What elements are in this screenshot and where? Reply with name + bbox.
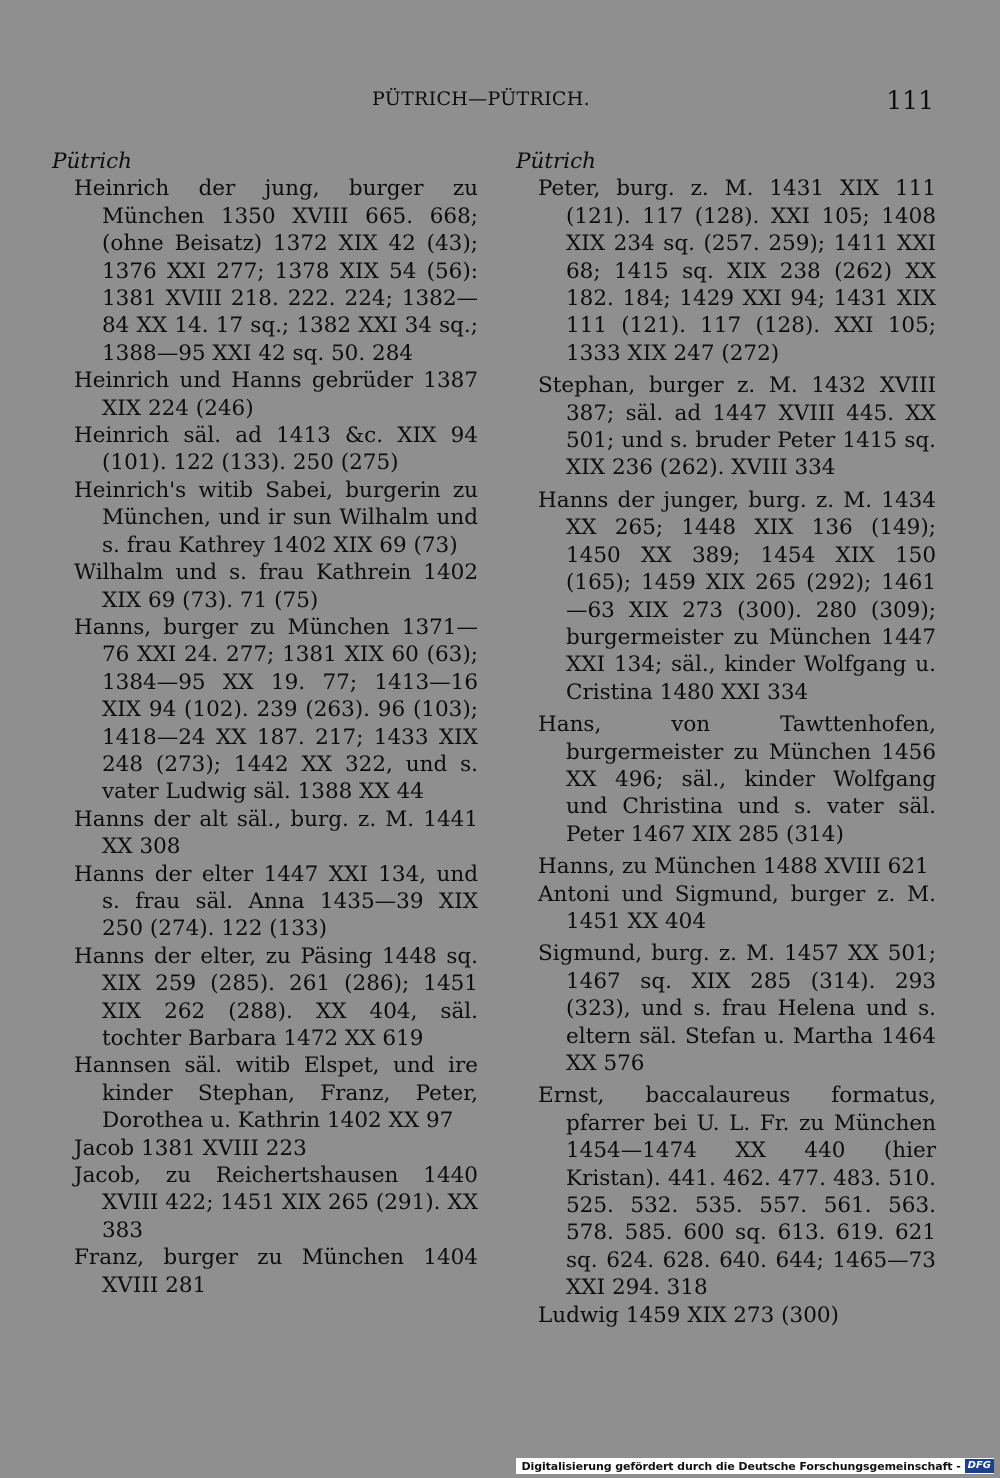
index-entry: Hanns, zu München 1488 XVIII 621 xyxy=(538,854,929,880)
column-heading: Pütrich xyxy=(516,149,596,174)
credit-text: Digitalisierung gefördert durch die Deutsche Forschungsgemeinschaft - xyxy=(521,1459,961,1473)
left-column xyxy=(46,148,478,1299)
index-entry: Jacob 1381 XVIII 223 xyxy=(74,1135,307,1161)
index-entry: Heinrich und Hanns gebrüder 1387 XIX 224 (246) xyxy=(74,368,478,421)
digitization-credit xyxy=(516,1458,995,1474)
index-entry: Sigmund, burg. z. M. 1457 XX 501; 1467 sq. XIX 285 (314). 293 (323), und s. frau Helena und s. eltern säl. Stefan u. Martha 1464 XX 576 xyxy=(538,941,936,1076)
column-heading: Pütrich xyxy=(52,149,132,174)
running-title: PÜTRICH—PÜTRICH. xyxy=(372,88,590,110)
index-entry: Jacob, zu Reichertshausen 1440 XVIII 422; 1451 XIX 265 (291). XX 383 xyxy=(74,1163,478,1243)
index-entry: Heinrich der jung, burger zu München 1350 XVIII 665. 668; (ohne Beisatz) 1372 XIX 42 (43); 1376 XXI 277; 1378 XIX 54 (56): 1381 XVIII 218. 222. 224; 1382—84 XX 14. 17 sq.; 1382 XXI 34 sq.; 1388—95 XXI 42 sq. 50. 284 xyxy=(74,176,478,366)
index-entry: Hanns der elter, zu Päsing 1448 sq. XIX 259 (285). 261 (286); 1451 XIX 262 (288). XX 404, säl. tochter Barbara 1472 XX 619 xyxy=(74,943,478,1051)
index-entry: Stephan, burger z. M. 1432 XVIII 387; säl. ad 1447 XVIII 445. XX 501; und s. bruder Peter 1415 sq. XIX 236 (262). XVIII 334 xyxy=(538,373,936,481)
right-column xyxy=(510,148,936,1329)
page-header xyxy=(0,88,1000,118)
page-number: 111 xyxy=(886,86,934,115)
index-entry: Hanns der alt säl., burg. z. M. 1441 XX 308 xyxy=(74,806,478,860)
index-entry: Wilhalm und s. frau Kathrein 1402 XIX 69 (73). 71 (75) xyxy=(74,560,478,613)
index-entry: Hanns der junger, burg. z. M. 1434 XX 265; 1448 XIX 136 (149); 1450 XX 389; 1454 XIX 150 (165); 1459 XIX 265 (292); 1461—63 XIX 273 (300). 280 (309); burgermeister zu München 1447 XXI 134; säl., kinder Wolfgang u. Cristina 1480 XXI 334 xyxy=(538,487,936,705)
dfg-logo: DFG xyxy=(965,1459,994,1473)
index-entry: Ludwig 1459 XIX 273 (300) xyxy=(538,1302,839,1328)
index-entry: Heinrich säl. ad 1413 &c. XIX 94 (101). 122 (133). 250 (275) xyxy=(74,423,478,476)
index-entry: Hannsen säl. witib Elspet, und ire kinder Stephan, Franz, Peter, Dorothea u. Kathrin 1402 XX 97 xyxy=(74,1053,478,1134)
index-entry: Hanns der elter 1447 XXI 134, und s. frau säl. Anna 1435—39 XIX 250 (274). 122 (133) xyxy=(74,861,478,942)
index-entry: Heinrich's witib Sabei, burgerin zu München, und ir sun Wilhalm und s. frau Kathrey 1402 XIX 69 (73) xyxy=(74,477,478,558)
index-entry: Peter, burg. z. M. 1431 XIX 111 (121). 117 (128). XXI 105; 1408 XIX 234 sq. (257. 259); 1411 XXI 68; 1415 sq. XIX 238 (262) XX 182. 184; 1429 XXI 94; 1431 XIX 111 (121). 117 (128). XXI 105; 1333 XIX 247 (272) xyxy=(538,176,936,366)
index-entry: Antoni und Sigmund, burger z. M. 1451 XX 404 xyxy=(538,881,936,934)
index-entry: Hanns, burger zu München 1371—76 XXI 24. 277; 1381 XIX 60 (63); 1384—95 XX 19. 77; 1413—16 XIX 94 (102). 239 (263). 96 (103); 1418—24 XX 187. 217; 1433 XIX 248 (273); 1442 XX 322, und s. vater Ludwig säl. 1388 XX 44 xyxy=(74,614,478,805)
index-entry: Hans, von Tawttenhofen, burgermeister zu München 1456 XX 496; säl., kinder Wolfgang und Christina und s. vater säl. Peter 1467 XIX 285 (314) xyxy=(538,712,936,847)
index-entry: Ernst, baccalaureus formatus, pfarrer bei U. L. Fr. zu München 1454—1474 XX 440 (hier Kristan). 441. 462. 477. 483. 510. 525. 532. 535. 557. 561. 563. 578. 585. 600 sq. 613. 619. 621 sq. 624. 628. 640. 644; 1465—73 XXI 294. 318 xyxy=(538,1083,936,1301)
index-entry: Franz, burger zu München 1404 XVIII 281 xyxy=(74,1245,478,1298)
